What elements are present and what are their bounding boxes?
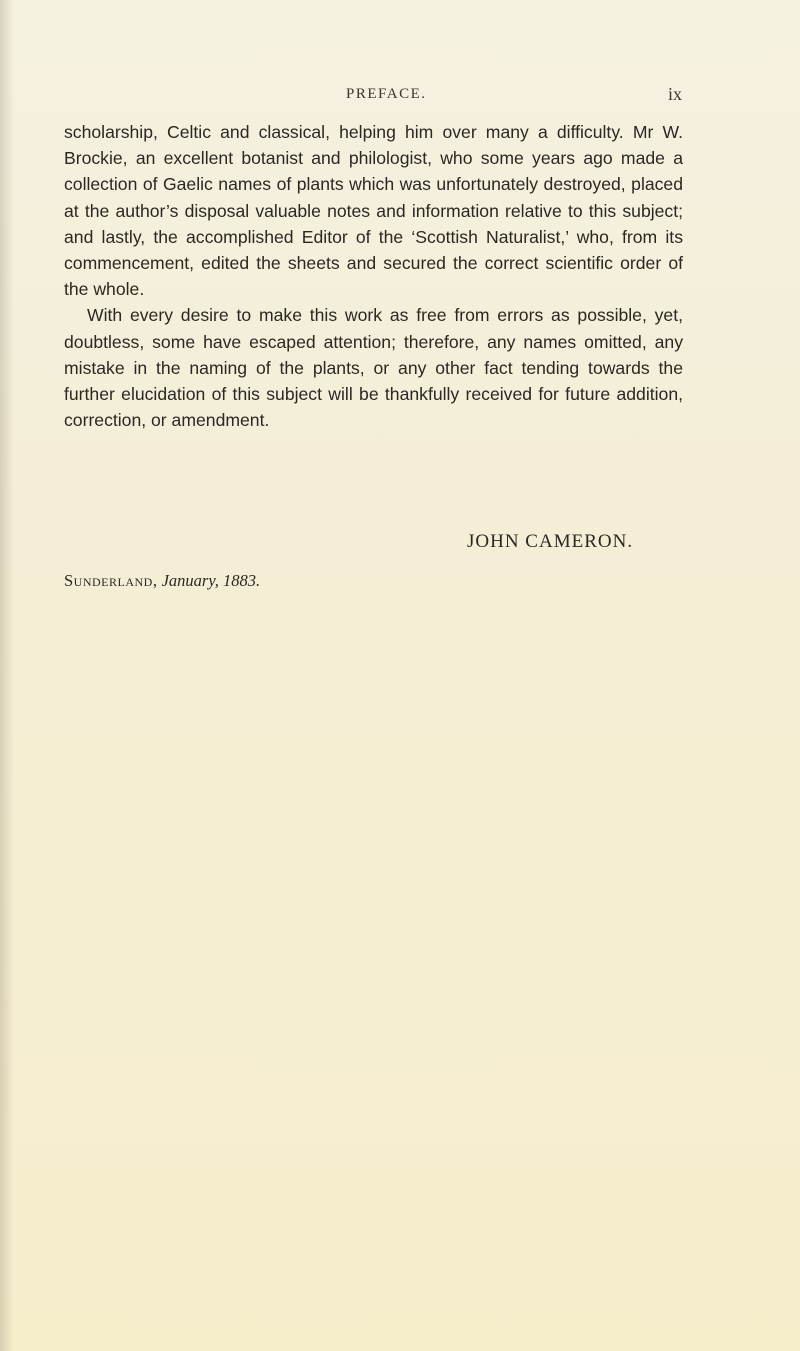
running-head-title: PREFACE. [346,86,427,102]
running-head [0,86,800,110]
page-number: ix [668,84,683,104]
dateline-place: Sunderland, [64,571,158,590]
preface-body [64,119,683,433]
page-edge-shadow [0,0,14,1351]
author-signature: JOHN CAMERON. [467,531,634,552]
paragraph-1: scholarship, Celtic and classical, helping him over many a difficulty. Mr W. Brockie, an excellent botanist and philologist, who some years ago made a collection of Gaelic names of plants which was unfortunately destroyed, placed at the author’s disposal valuable notes and information relative to this subject; and lastly, the accomplished Editor of the ‘Scottish Naturalist,’ who, from its commencement, edited the sheets and secured the correct scientific order of the whole. [64,122,683,300]
paragraph-2: With every desire to make this work as free from errors as possible, yet, doubtless, some have escaped attention; therefore, any names omitted, any mistake in the naming of the plants, or any other fact tending towards the further elucidation of this subject will be thankfully received for future addition, correction, or amendment. [64,305,683,431]
dateline-date: January, 1883. [161,571,261,590]
dateline [64,571,260,591]
